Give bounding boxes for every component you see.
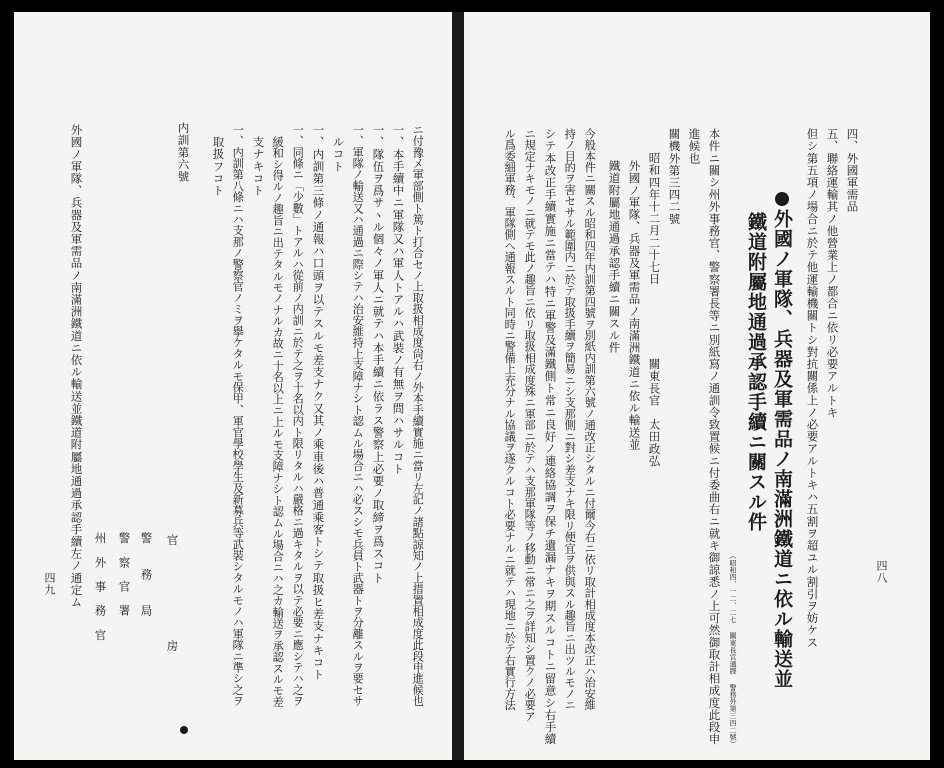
document-date: 昭和四年十二月二十七日 — [647, 152, 662, 286]
addressee-police-bureau: 警 務 局 — [139, 532, 154, 617]
left-col-2: 一、本手續中ニ軍隊又ハ軍人トアルハ武裝ノ有無ヲ問ハサルコト — [391, 124, 406, 475]
main-line-1: 今般本件ニ關スル昭和四年内訓第四號ヲ別紙内訓第六號ノ通改正シタルニ付爾今右ニ依リ取計相成度本改正ハ治安維 — [583, 128, 597, 711]
title-note: （昭和四、一二、二七 關東長官通牒 警務外第三四二號） — [729, 552, 739, 748]
book-gutter — [452, 12, 464, 760]
left-col-9: 支ナキコト — [251, 136, 266, 197]
reference-number: 關機外第三四二號 — [667, 128, 682, 225]
intro-line-1: 本件ニ關シ州外事務官、警察署長等ニ別紙寫ノ通訓令致置候ニ付委曲右ニ就キ御諒悉ノ上可然御取計相成度此段申 — [707, 128, 722, 746]
left-col-10: 一、内訓第八條ニハ支那ノ警察官ノミヲ擧ケタルモ保甲、軍官學校學生及新募兵等武裝シタルモノハ軍隊ニ準シ之ヲ — [231, 124, 245, 707]
right-page — [464, 12, 930, 760]
bullet-icon — [775, 192, 789, 206]
left-col-11: 取扱フコト — [211, 136, 226, 197]
addressee-office: 官 — [165, 534, 180, 547]
item-5: 五、聯絡運輸其ノ他營業上ノ都合ニ依リ必要アルトキ — [825, 128, 840, 419]
main-line-2: 持ノ目的ヲ害セサル範圍内ニ於テ取扱手續ヲ簡易ニシ支那側ニ對シ差支ナキ限リ便宜ヲ供與スル趣旨ニ出ツルモノニ — [563, 128, 577, 711]
left-final-column: 外國ノ軍隊、兵器及軍需品ノ南滿洲鐵道ニ依ル輸送並鐵道附屬地通過承認手續左ノ通定ム — [69, 124, 84, 608]
left-col-1: ニ付豫メ軍部側ト篤ト打合セノ上取扱相成度尙右ノ外本手續實施ニ當リ左記ノ諸點諒知ノ上措置相成度此段申進候也 — [411, 124, 425, 707]
main-line-4: ニ規定ナキモノニ就テモ此ノ趣旨ニ依リ取扱相成度殊ニ軍部ニ於テハ支那軍隊等ノ移動ニ常ニ之ヲ詳知シ置クノ必要ア — [523, 128, 537, 722]
left-page — [14, 12, 460, 760]
right-page-number: 四八 — [875, 560, 888, 584]
subject-line-1: 外國ノ軍隊、兵器及軍需品ノ南滿洲鐵道ニ依ル輸送並 — [627, 160, 642, 451]
addressee-police-office: 警 察 官 署 — [117, 532, 132, 617]
document-title-line2: 鐵道附屬地通過承認手續ニ關スル件 — [745, 212, 767, 532]
left-col-5: ルコト — [331, 136, 346, 173]
main-line-5: ル爲委細軍務、軍隊側ヘ通報スルト同時ニ警備上充分ナル協議ヲ遂クルコト必要ナルニ就テハ現地ニ於テ右實行方法 — [503, 128, 517, 711]
addressee-end: 房 — [165, 640, 180, 653]
left-col-6: 一、内訓第三條ノ通報ハ口頭ヲ以テスルモ差支ナク又其ノ乘車後ハ普通乘客トシテ取扱ヒ差支ナキコト — [311, 124, 326, 681]
item-proviso: 但シ第五項ノ場合ニ於テ他運輸機關トシ對抗關係上ノ必要アルトキハ五割ヲ超ユル割引ヲ妨ケス — [805, 128, 820, 649]
left-col-8: 緩和シ得ルノ趣旨ニ出テタルモノナルカ故ニ十名以上ニ上ルモ支障ナシト認ムル場合ニハ之カ輸送ヲ承認スルモ差 — [271, 136, 285, 708]
intro-line-2: 進候也 — [687, 128, 702, 165]
subject-line-2: 鐵道附屬地通過承認手續ニ關スル件 — [607, 160, 622, 354]
main-line-3: シテ本改正手續實施ニ當テハ特ニ軍警及滿鐵側ト常ニ良好ノ連絡協調ヲ保チ遺漏ナキヲ期スルコトニ留意シ右手續 — [543, 128, 558, 746]
left-page-number: 四九 — [43, 572, 56, 596]
document-title-line1 — [772, 192, 791, 689]
left-col-7: 一、同條ニ「少數」トアルハ從前ノ内訓ニ於テ之ヲ十名以内ト限リタルハ嚴格ニ過キタルヲ以テ必要ニ應シテハ之ヲ — [291, 124, 305, 707]
document-title-text1: 外國ノ軍隊、兵器及軍需品ノ南滿洲鐵道ニ依ル輸送並 — [771, 209, 793, 689]
ink-dot — [180, 726, 188, 734]
left-col-4: 一、軍隊ノ輸送又ハ通過ニ際シテハ治安維持上支障ナシト認ムル場合ニハ必スシモ兵員ト武器トヲ分離スルヲ要セサ — [351, 124, 365, 707]
signature: 關東長官 太田政弘 — [647, 358, 662, 467]
addressee-outside-affairs: 州 外 事 務 官 — [93, 532, 108, 641]
item-4: 四、外國軍需品 — [845, 128, 860, 213]
instruction-header: 内訓第六號 — [176, 122, 191, 183]
left-col-3: 一、隊伍ヲ爲サヽル個々ノ軍人ニ就テハ本手續ニ依ラス警察上必要ノ取締ヲ爲スコト — [371, 124, 386, 584]
